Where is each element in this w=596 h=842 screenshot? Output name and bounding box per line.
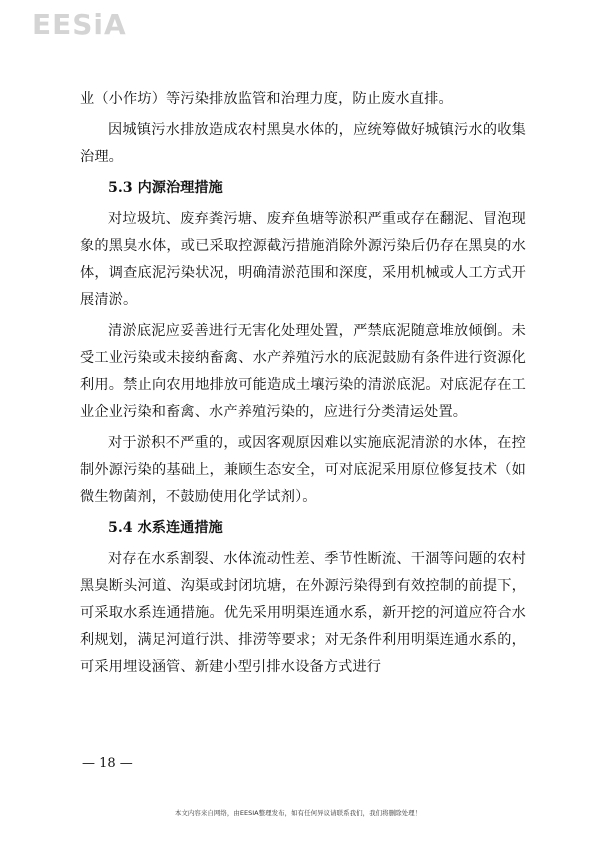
section-heading-5-4: 5.4 水系连通措施 xyxy=(108,520,223,536)
document-body xyxy=(80,86,526,685)
section-heading-5-3: 5.3 内源治理措施 xyxy=(108,180,223,196)
paragraph: 对存在水系割裂、水体流动性差、季节性断流、干涸等问题的农村黑臭断头河道、沟渠或封闭坑塘，在外源污染得到有效控制的前提下，可采取水系连通措施。优先采用明渠连通水系，新开挖的河道应符合水利规划，满足河道行洪、排涝等要求；对无条件利用明渠连通水系的，可采用埋设涵管、新建小型引排水设备方式进行 xyxy=(80,551,526,675)
eesia-logo: EESiA xyxy=(32,8,127,41)
paragraph: 因城镇污水排放造成农村黑臭水体的，应统筹做好城镇污水的收集治理。 xyxy=(80,122,526,165)
paragraph: 对垃圾坑、废弃粪污塘、废弃鱼塘等淤积严重或存在翻泥、冒泡现象的黑臭水体，或已采取控源截污措施消除外源污染后仍存在黑臭的水体，调查底泥污染状况，明确清淤范围和深度，采用机械或人工方式开展清淤。 xyxy=(80,211,526,308)
page-number: — 18 — xyxy=(82,756,133,771)
footer-disclaimer: 本文内容来自网络，由EESIA整理发布，如有任何异议请联系我们，我们将删除处理！ xyxy=(174,809,422,817)
paragraph: 业（小作坊）等污染排放监管和治理力度，防止废水直排。 xyxy=(80,91,453,107)
paragraph: 对于淤积不严重的，或因客观原因难以实施底泥清淤的水体，在控制外源污染的基础上，兼顾生态安全，可对底泥采用原位修复技术（如微生物菌剂，不鼓励使用化学试剂）。 xyxy=(80,435,526,505)
paragraph: 清淤底泥应妥善进行无害化处理处置，严禁底泥随意堆放倾倒。未受工业污染或未接纳畜禽、水产养殖污水的底泥鼓励有条件进行资源化利用。禁止向农用地排放可能造成土壤污染的清淤底泥。对底泥存在工业企业污染和畜禽、水产养殖污染的，应进行分类清运处置。 xyxy=(80,323,526,420)
